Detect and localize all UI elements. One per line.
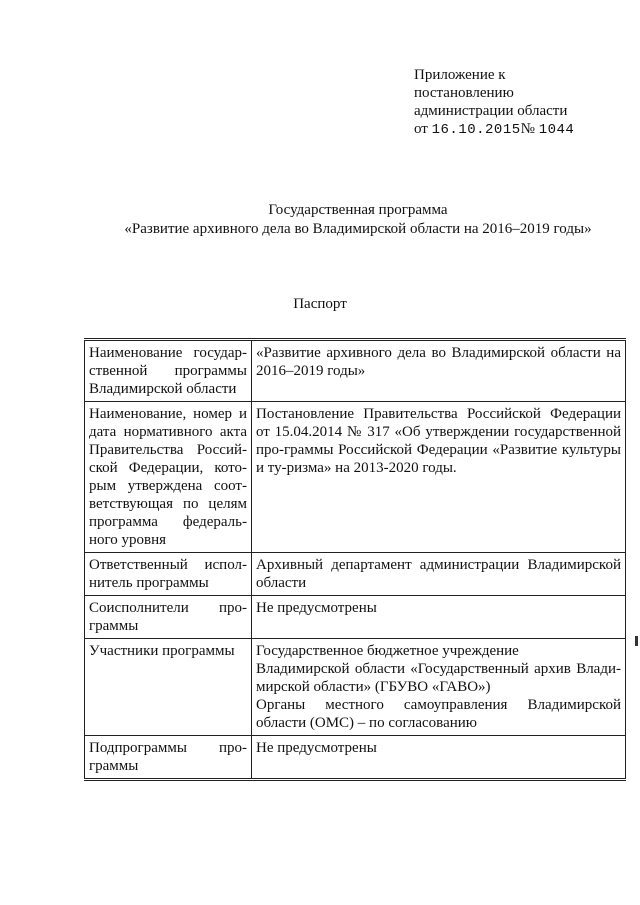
row-label: Соисполнители про-граммы	[85, 596, 252, 639]
row-value: Государственное бюджетное учреждение Владимирской области «Государственный архив Влади-мирской области» (ГБУВО «ГАВО») Органы местного самоуправления Владимирской области (ОМС) – по согласованию	[252, 639, 626, 736]
row-value: Постановление Правительства Российской Федерации от 15.04.2014 № 317 «Об утверждении государственной про-граммы Российской Федерации «Развитие культуры и ту-ризма» на 2013-2020 годы.	[252, 402, 626, 553]
row-value: Не предусмотрены	[252, 596, 626, 639]
row-value: Не предусмотрены	[252, 736, 626, 780]
program-title-line-2: «Развитие архивного дела во Владимирской области на 2016–2019 годы»	[124, 221, 592, 237]
program-title-line-1: Государственная программа	[268, 202, 448, 218]
program-title	[90, 201, 626, 239]
row-label: Наименование, номер и дата нормативного акта Правительства Россий-ской Федерации, кото-рым утверждена соот-ветствующая по целям программа федераль-ного уровня	[85, 402, 252, 553]
annex-from: от	[414, 121, 428, 137]
row-value: «Развитие архивного дела во Владимирской области на 2016–2019 годы»	[252, 340, 626, 402]
table-row	[85, 736, 626, 780]
annex-line-2: постановлению	[414, 85, 514, 101]
scan-edge-mark	[635, 636, 638, 646]
annex-date-line	[414, 120, 574, 139]
annex-number-sign: №	[520, 121, 535, 137]
row-label: Ответственный испол-нитель программы	[85, 553, 252, 596]
annex-block	[414, 66, 574, 139]
annex-date: 16.10.2015	[431, 122, 521, 138]
annex-line-1: Приложение к	[414, 67, 506, 83]
passport-heading: Паспорт	[293, 296, 347, 312]
row-label: Подпрограммы про-граммы	[85, 736, 252, 780]
table-row	[85, 639, 626, 736]
annex-line-3: администрации области	[414, 103, 568, 119]
table-row	[85, 553, 626, 596]
row-label: Участники программы	[85, 639, 252, 736]
table-row	[85, 402, 626, 553]
annex-number: 1044	[538, 122, 575, 138]
table-row	[85, 340, 626, 402]
row-label: Наименование государ-ственной программы Владимирской области	[85, 340, 252, 402]
passport-table	[84, 338, 626, 781]
row-value: Архивный департамент администрации Владимирской области	[252, 553, 626, 596]
table-row	[85, 596, 626, 639]
